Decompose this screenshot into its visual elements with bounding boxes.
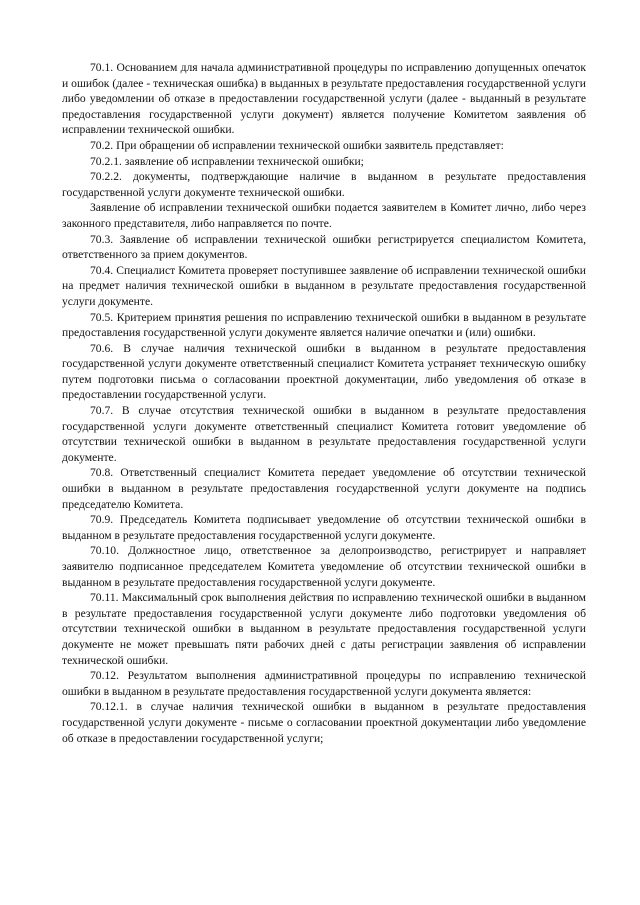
paragraph-70-1: 70.1. Основанием для начала административной процедуры по исправлению допущенных опечаток и ошибок (далее - техническая ошибка) в выданных в результате предоставления государственной услуги либо уведомлении об отказе в предоставлении государственной услуги (далее - выданный в результате предоставления государственной услуги документ) является получение Комитетом заявления об исправлении технической ошибки.	[62, 61, 586, 137]
paragraph-70-12: 70.12. Результатом выполнения административной процедуры по исправлению технической ошибки в выданном в результате предоставления государственной услуги документа является:	[62, 669, 586, 698]
document-page	[62, 60, 586, 746]
paragraph-70-5: 70.5. Критерием принятия решения по исправлению технической ошибки в выданном в результате предоставления государственной услуги документе является наличие опечатки и (или) ошибки.	[62, 310, 586, 340]
paragraph-70-4: 70.4. Специалист Комитета проверяет поступившее заявление об исправлении технической ошибки на предмет наличия технической ошибки в выданном в результате предоставления государственной услуги документе.	[62, 263, 586, 308]
paragraph-70-10: 70.10. Должностное лицо, ответственное за делопроизводство, регистрирует и направляет заявителю подписанное председателем Комитета уведомление об отсутствии технической ошибки в выданном в результате предоставления государственной услуги документе.	[62, 544, 586, 589]
paragraph-70-12-1: 70.12.1. в случае наличия технической ошибки в выданном в результате предоставления государственной услуги документе - письме о согласовании проектной документации либо уведомление об отказе в предоставлении государственной услуги;	[62, 700, 586, 745]
paragraph-70-2-1: 70.2.1. заявление об исправлении технической ошибки;	[90, 154, 364, 168]
paragraph-70-8: 70.8. Ответственный специалист Комитета передает уведомление об отсутствии технической ошибки в выданном в результате предоставления государственной услуги документе на подпись председателю Комитета.	[62, 466, 586, 511]
paragraph-70-3: 70.3. Заявление об исправлении технической ошибки регистрируется специалистом Комитета, ответственного за прием документов.	[62, 232, 586, 262]
paragraph-70-2-2: 70.2.2. документы, подтверждающие наличие в выданном в результате предоставления государственной услуги документе технической ошибки.	[62, 170, 586, 199]
paragraph-70-6: 70.6. В случае наличия технической ошибки в выданном в результате предоставления государственной услуги документе ответственный специалист Комитета устраняет техническую ошибку путем подготовки письма о согласовании проектной документации, либо уведомления об отказе в предоставлении государственной услуги.	[62, 341, 586, 402]
paragraph-70-7: 70.7. В случае отсутствия технической ошибки в выданном в результате предоставления государственной услуги документе ответственный специалист Комитета готовит уведомление об отсутствии технической ошибки в выданном в результате предоставления государственной услуги документе.	[62, 404, 586, 464]
paragraph-70-2: 70.2. При обращении об исправлении технической ошибки заявитель представляет:	[90, 138, 504, 152]
paragraph-70-9: 70.9. Председатель Комитета подписывает уведомление об отсутствии технической ошибки в выданном в результате предоставления государственной услуги документе.	[62, 513, 586, 542]
paragraph-70-11: 70.11. Максимальный срок выполнения действия по исправлению технической ошибки в выданном в результате предоставления государственной услуги документе либо подготовки уведомления об отсутствии технической ошибки в выданном в результате предоставления государственной услуги документе не может превышать пяти рабочих дней с даты регистрации заявления об исправлении технической ошибки.	[62, 591, 586, 667]
paragraph-application-submission: Заявление об исправлении технической ошибки подается заявителем в Комитет лично, либо через законного представителя, либо направляется по почте.	[62, 201, 586, 230]
